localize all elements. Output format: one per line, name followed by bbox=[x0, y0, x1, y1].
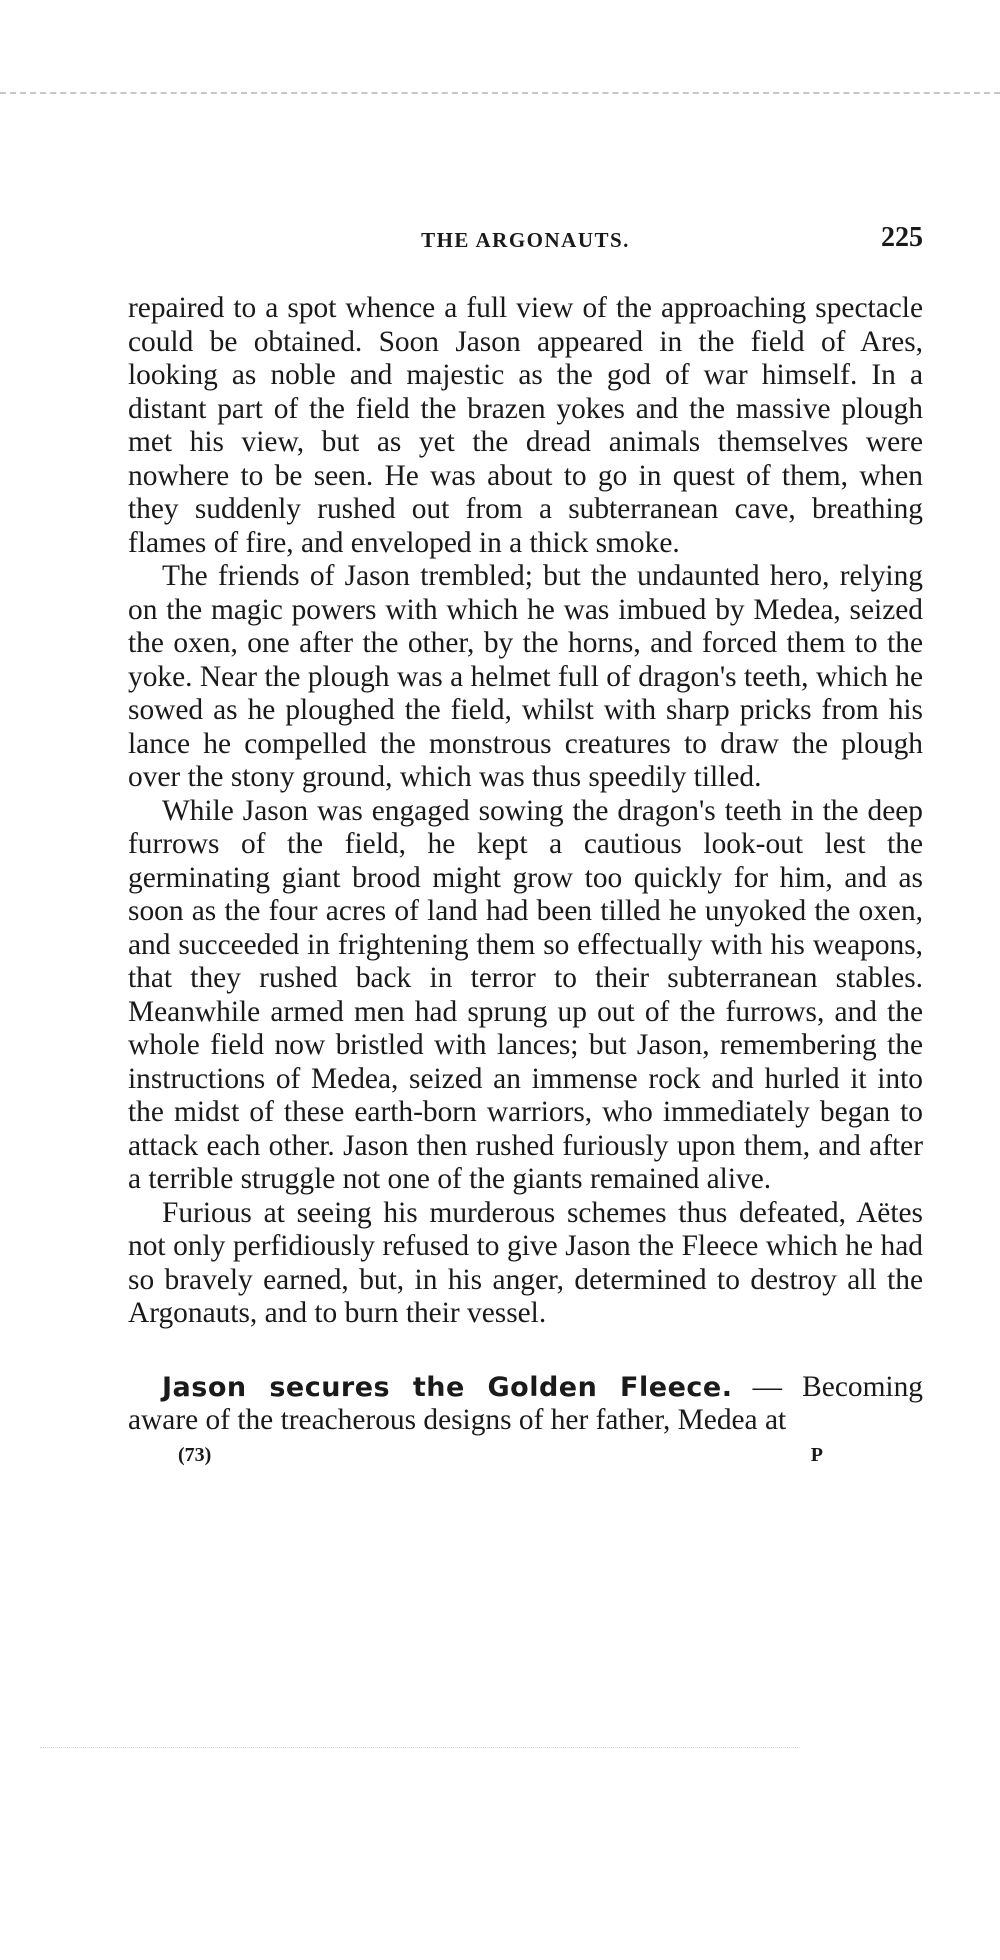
scan-artifact-line bbox=[0, 92, 1000, 97]
paragraph-3: While Jason was engaged sowing the dragon's teeth in the deep furrows of the field, he kept a cautious look-out lest the germinating giant brood might grow too quickly for him, and as soon as the four acres of land had been tilled he unyoked the oxen, and succeeded in frightening them so effectually with his weapons, that they rushed back in terror to their subterranean stables. Meanwhile armed men had sprung up out of the furrows, and the whole field now bristled with lances; but Jason, remembering the instructions of Medea, seized an immense rock and hurled it into the midst of these earth-born warriors, who immediately began to attack each other. Jason then rushed furiously upon them, and after a terrible struggle not one of the giants remained alive. bbox=[128, 794, 923, 1195]
running-head bbox=[128, 218, 923, 258]
paragraph-2: The friends of Jason trembled; but the undaunted hero, relying on the magic powers with which he was imbued by Medea, seized the oxen, one after the other, by the horns, and forced them to the yoke. Near the plough was a helmet full of dragon's teeth, which he sowed as he ploughed the field, whilst with sharp pricks from his lance he compelled the monstrous creatures to draw the plough over the stony ground, which was thus speedily tilled. bbox=[128, 560, 923, 793]
paragraph-1: repaired to a spot whence a full view of the approaching spectacle could be obtained. Soon Jason appeared in the field of Ares, looking as noble and majestic as the god of war himself. In a distant part of the field the brazen yokes and the massive plough met his view, but as yet the dread animals themselves were nowhere to be seen. He was about to go in quest of them, when they suddenly rushed out from a subterranean cave, breathing flames of fire, and enveloped in a thick smoke. bbox=[128, 292, 923, 559]
book-page bbox=[128, 218, 923, 1478]
section-paragraph bbox=[128, 1371, 923, 1438]
running-title: THE ARGONAUTS. bbox=[421, 228, 630, 252]
section-heading: Jason secures the Golden Fleece. bbox=[162, 1371, 733, 1403]
signature-mark: (73) bbox=[178, 1443, 212, 1466]
page-number: 225 bbox=[881, 222, 923, 253]
body-text bbox=[128, 292, 923, 1438]
section-text: — Becoming aware of the treacherous designs of her father, Medea at bbox=[128, 1370, 923, 1436]
page-footer bbox=[128, 1442, 923, 1478]
paragraph-4: Furious at seeing his murderous schemes thus defeated, Aëtes not only perfidiously refused to give Jason the Fleece which he had so bravely earned, but, in his anger, determined to destroy all the Argonauts, and to burn their vessel. bbox=[128, 1196, 923, 1329]
scan-artifact-line-bottom bbox=[40, 1747, 800, 1748]
section-golden-fleece bbox=[128, 1371, 923, 1438]
signature-letter: P bbox=[810, 1443, 823, 1466]
